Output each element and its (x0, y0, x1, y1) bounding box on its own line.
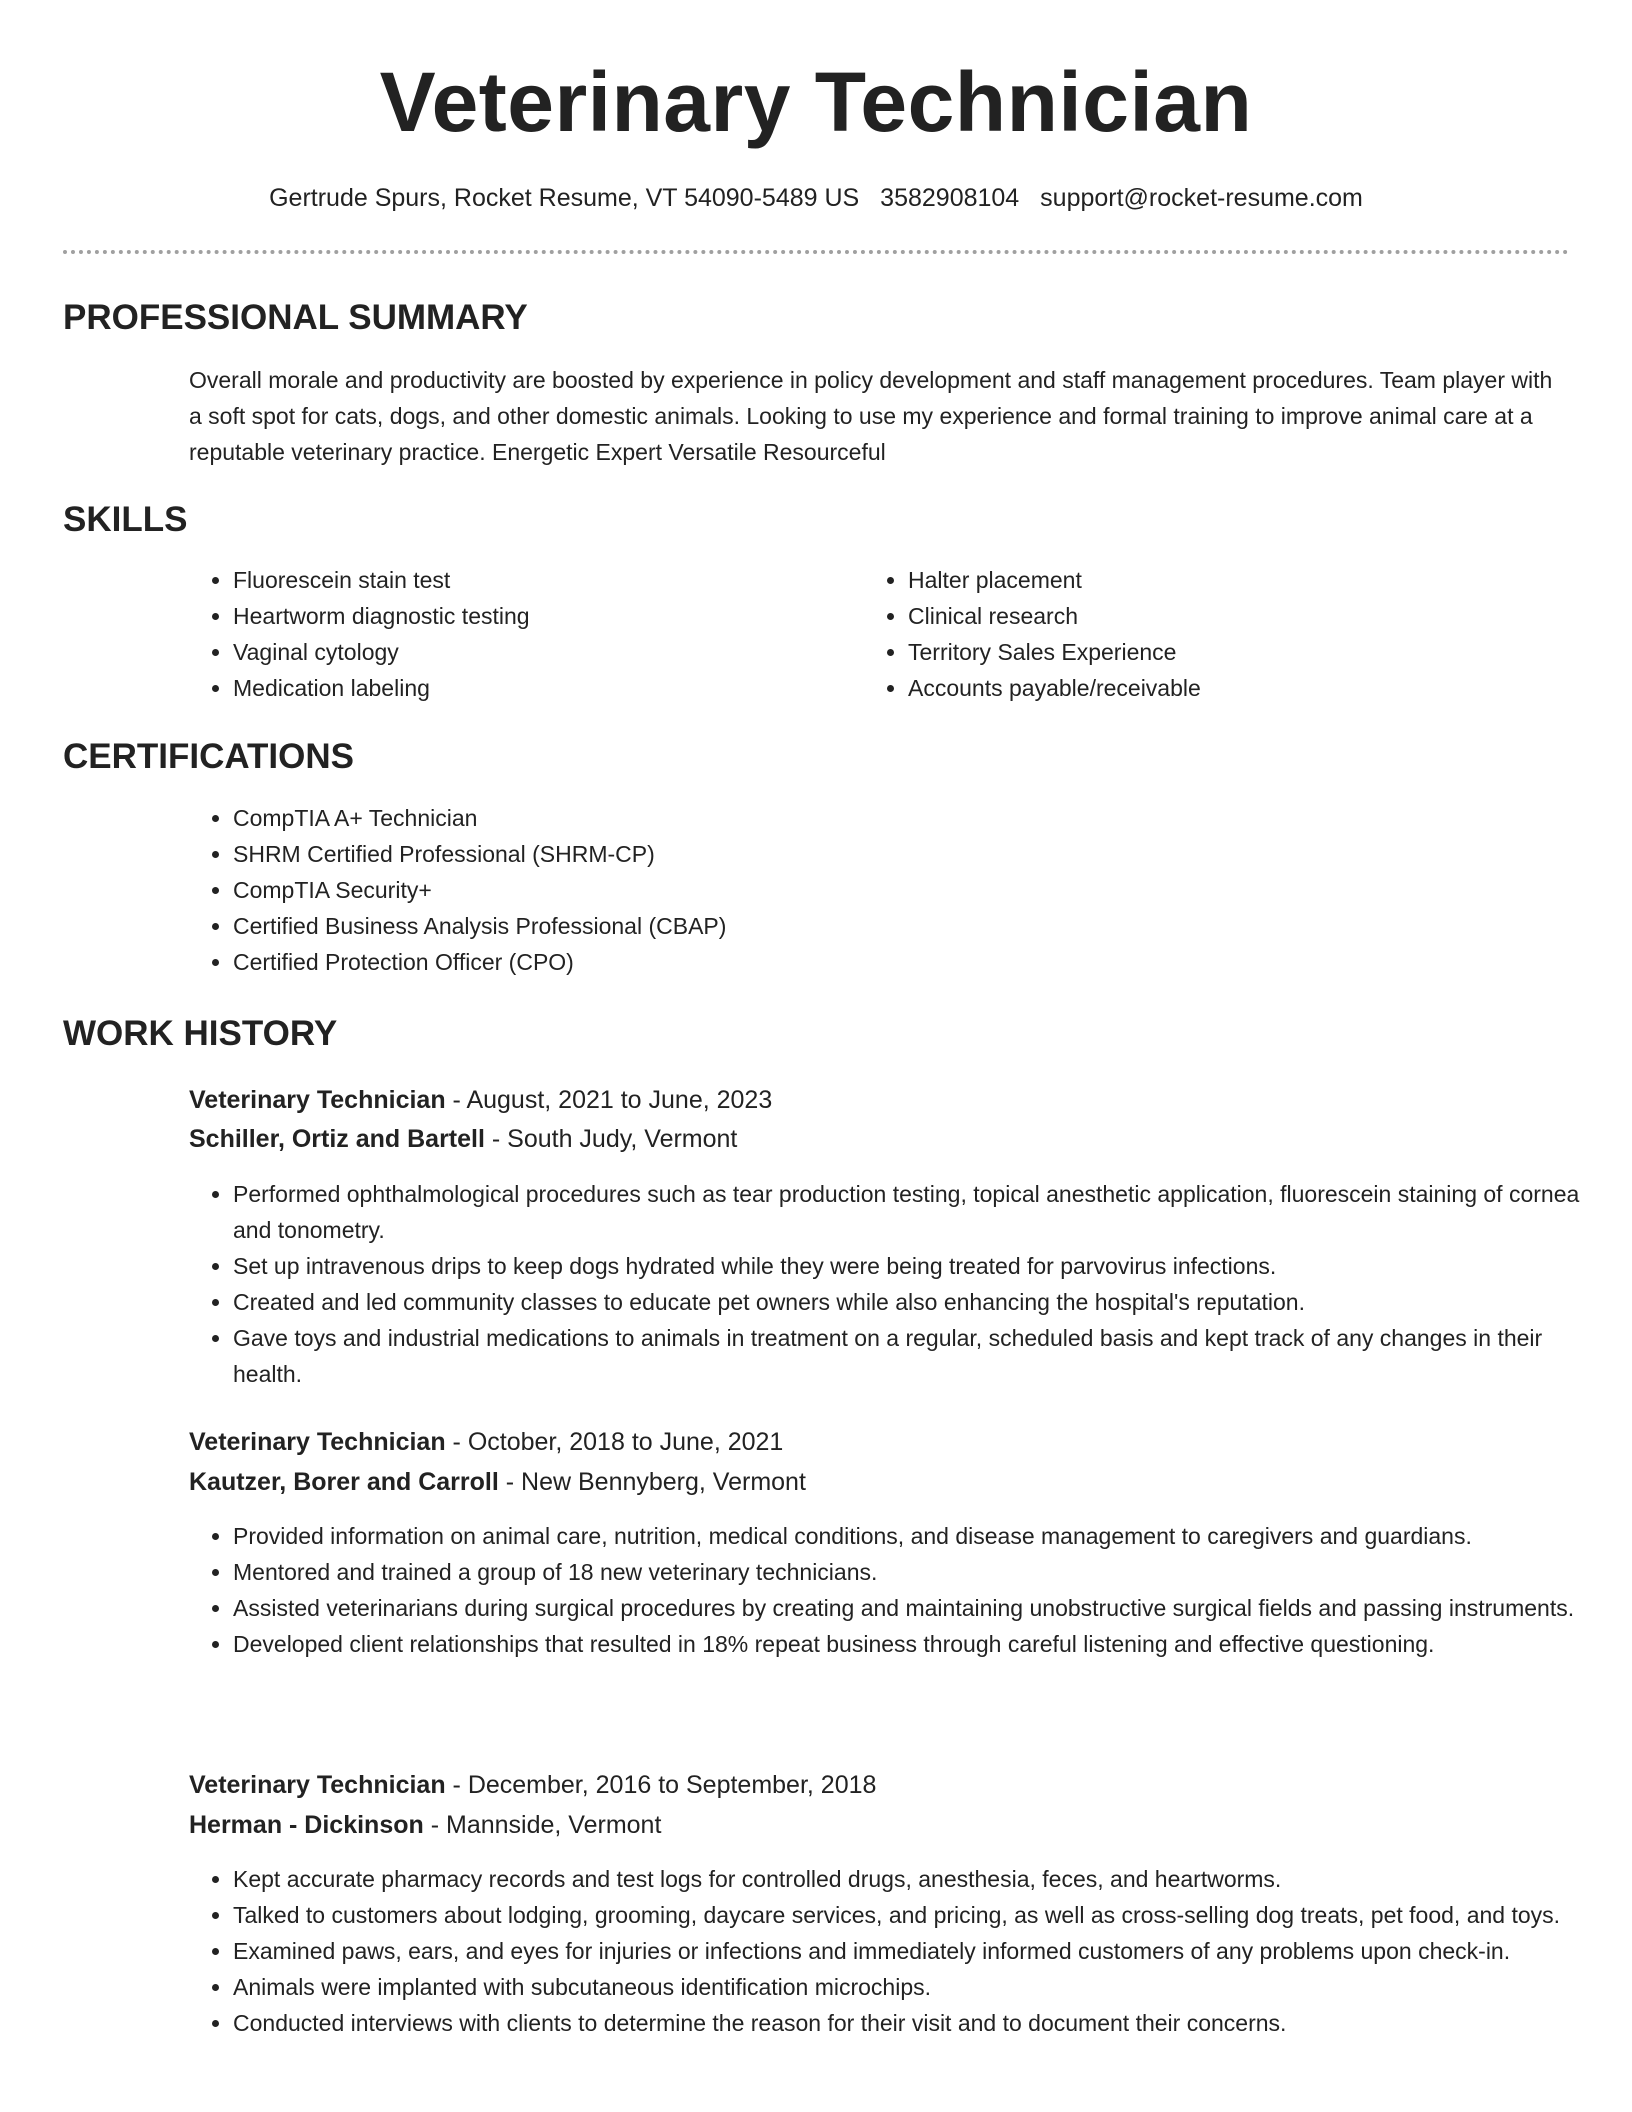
skills-heading: SKILLS (63, 500, 188, 539)
certifications-heading: CERTIFICATIONS (63, 737, 355, 776)
certification-item: • SHRM Certified Professional (SHRM-CP) (233, 836, 1533, 872)
job-title-line (189, 1080, 772, 1120)
job-separator: - (498, 1468, 522, 1496)
certification-item: • CompTIA Security+ (233, 872, 1533, 908)
skills-list-left (189, 562, 853, 706)
skill-item: • Fluorescein stain test (233, 562, 853, 598)
job-bullet: • Gave toys and industrial medications to animals in treatment on a regular, scheduled basis and kept track of any changes in their health. (233, 1320, 1613, 1392)
job-bullet: • Developed client relationships that resulted in 18% repeat business through careful listening and effective questioning. (233, 1626, 1613, 1662)
job-company: Herman - Dickinson (189, 1811, 424, 1839)
job-company: Kautzer, Borer and Carroll (189, 1468, 499, 1496)
skill-item: • Medication labeling (233, 670, 853, 706)
skill-item: • Territory Sales Experience (908, 634, 1528, 670)
job-company-line (189, 1805, 661, 1845)
job-separator: - (423, 1811, 446, 1839)
job-title: Veterinary Technician (189, 1428, 446, 1456)
job-separator: - (445, 1428, 468, 1456)
skill-item: • Heartworm diagnostic testing (233, 598, 853, 634)
job-bullets (189, 1518, 1613, 1662)
skill-item: • Accounts payable/receivable (908, 670, 1528, 706)
summary-heading: PROFESSIONAL SUMMARY (63, 298, 528, 337)
skill-item: • Halter placement (908, 562, 1528, 598)
contact-phone: 3582908104 (880, 184, 1020, 212)
job-bullet: • Set up intravenous drips to keep dogs hydrated while they were being treated for parvovirus infections. (233, 1248, 1613, 1284)
job-location: South Judy, Vermont (507, 1125, 738, 1153)
job-bullet: • Talked to customers about lodging, grooming, daycare services, and pricing, as well as cross-selling dog treats, pet food, and toys. (233, 1897, 1613, 1933)
job-company-line (189, 1462, 806, 1502)
job-company-line (189, 1119, 737, 1159)
header-divider (63, 250, 1569, 254)
job-dates: August, 2021 to June, 2023 (466, 1086, 773, 1114)
job-title-line (189, 1422, 783, 1462)
work-history-heading: WORK HISTORY (63, 1014, 338, 1053)
job-title-line (189, 1765, 876, 1805)
skill-item: • Vaginal cytology (233, 634, 853, 670)
certification-item: • Certified Protection Officer (CPO) (233, 944, 1533, 980)
job-bullet: • Mentored and trained a group of 18 new veterinary technicians. (233, 1554, 1613, 1590)
certification-item: • Certified Business Analysis Professional (CBAP) (233, 908, 1533, 944)
job-bullet: • Animals were implanted with subcutaneous identification microchips. (233, 1969, 1613, 2005)
job-title: Veterinary Technician (189, 1771, 446, 1799)
job-bullet: • Kept accurate pharmacy records and test logs for controlled drugs, anesthesia, feces, and heartworms. (233, 1861, 1613, 1897)
job-bullet: • Examined paws, ears, and eyes for injuries or infections and immediately informed customers of any problems upon check-in. (233, 1933, 1613, 1969)
job-separator: - (445, 1771, 468, 1799)
job-bullet: • Provided information on animal care, nutrition, medical conditions, and disease management to caregivers and guardians. (233, 1518, 1613, 1554)
certification-item: • CompTIA A+ Technician (233, 800, 1533, 836)
job-bullet: • Conducted interviews with clients to determine the reason for their visit and to document their concerns. (233, 2005, 1613, 2041)
resume-title: Veterinary Technician (379, 55, 1253, 149)
job-dates: October, 2018 to June, 2021 (467, 1428, 784, 1456)
job-bullet: • Created and led community classes to educate pet owners while also enhancing the hospital's reputation. (233, 1284, 1613, 1320)
job-bullets (189, 1176, 1613, 1392)
skill-item: • Clinical research (908, 598, 1528, 634)
job-bullet: • Assisted veterinarians during surgical procedures by creating and maintaining unobstructive surgical fields and passing instruments. (233, 1590, 1613, 1626)
contact-email: support@rocket-resume.com (1040, 184, 1363, 212)
job-dates: December, 2016 to September, 2018 (467, 1771, 877, 1799)
job-company: Schiller, Ortiz and Bartell (189, 1125, 485, 1153)
job-separator: - (445, 1086, 467, 1114)
contact-address: Gertrude Spurs, Rocket Resume, VT 54090-5489 US (269, 184, 860, 212)
job-location: Mannside, Vermont (446, 1811, 662, 1839)
job-bullet: • Performed ophthalmological procedures such as tear production testing, topical anesthetic application, fluorescein staining of cornea and tonometry. (233, 1176, 1613, 1248)
job-bullets (189, 1861, 1613, 2041)
summary-text: Overall morale and productivity are boosted by experience in policy development and staff management procedures. Team player with a soft spot for cats, dogs, and other domestic animals. Looking to use my experience and formal training to improve animal care at a reputable veterinary practice. Energetic Expert Versatile Resourceful (189, 367, 1553, 465)
contact-line (0, 180, 1632, 216)
job-title: Veterinary Technician (189, 1086, 446, 1114)
skills-list-right (864, 562, 1528, 706)
job-separator: - (484, 1125, 508, 1153)
job-location: New Bennyberg, Vermont (521, 1468, 806, 1496)
certifications-list (189, 800, 1533, 980)
